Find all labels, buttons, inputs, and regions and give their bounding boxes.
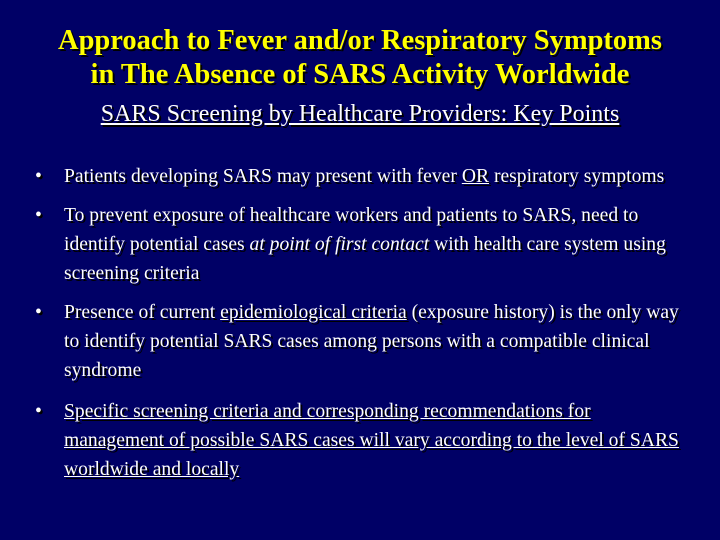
title-line-2: in The Absence of SARS Activity Worldwide [90, 59, 630, 90]
bullet-emphasis: at point of first contact [249, 234, 430, 255]
bullet-dot-icon: • [35, 302, 42, 323]
bullet-text: Specific screening criteria and corresponding recommendations for management of possible SARS cases will vary according to the level of SARS worldwide and locally [64, 401, 679, 480]
bullet-list [35, 162, 685, 494]
slide-title [0, 24, 720, 92]
bullet-dot-icon: • [35, 166, 42, 187]
bullet-dot-icon: • [35, 401, 42, 422]
bullet-emphasis: epidemiological criteria [220, 302, 407, 323]
bullet-text: with health care system using screening criteria [64, 234, 666, 284]
bullet-text: Presence of current [64, 302, 221, 323]
bullet-emphasis: OR [461, 166, 490, 187]
bullet-item [35, 397, 685, 484]
bullet-item [35, 162, 685, 191]
bullet-dot-icon: • [35, 205, 42, 226]
bullet-item [35, 201, 685, 288]
bullet-text: (exposure history) is the only way to identify potential SARS cases among persons with a compatible clinical syndrome [64, 302, 679, 381]
slide-subtitle: SARS Screening by Healthcare Providers: Key Points [100, 101, 620, 127]
bullet-text: To prevent exposure of healthcare workers and patients to SARS, need to identify potential cases [64, 205, 639, 255]
bullet-text: Patients developing SARS may present with fever [64, 166, 462, 187]
bullet-text: respiratory symptoms [489, 166, 665, 187]
bullet-item [35, 298, 685, 385]
title-line-1: Approach to Fever and/or Respiratory Symptoms [57, 25, 663, 56]
